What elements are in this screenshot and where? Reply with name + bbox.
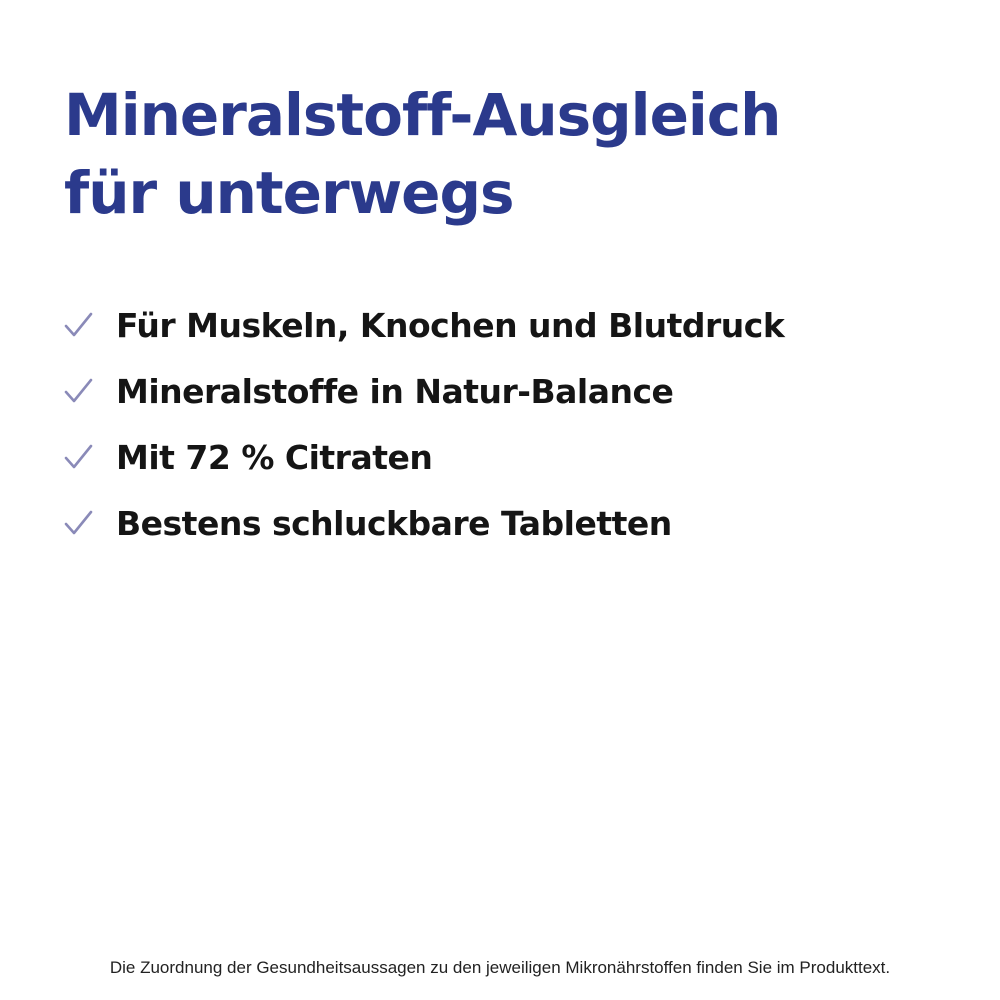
benefit-item — [62, 358, 784, 424]
benefit-label: Für Muskeln, Knochen und Blutdruck — [116, 305, 785, 345]
benefit-label: Mineralstoffe in Natur-Balance — [116, 371, 674, 411]
benefit-label: Bestens schluckbare Tabletten — [116, 503, 672, 543]
benefit-item — [62, 292, 784, 358]
checkmark-icon — [62, 375, 94, 407]
headline-line-1: Mineralstoff-Ausgleich — [64, 81, 781, 149]
benefit-list — [62, 292, 784, 556]
benefit-label: Mit 72 % Citraten — [116, 437, 433, 477]
checkmark-icon — [62, 309, 94, 341]
headline-line-2: für unterwegs — [64, 159, 514, 227]
checkmark-icon — [62, 507, 94, 539]
footnote: Die Zuordnung der Gesundheitsaussagen zu den jeweiligen Mikronährstoffen finden Sie im Produkttext. — [109, 958, 891, 977]
benefit-item — [62, 490, 784, 556]
headline — [64, 76, 780, 232]
checkmark-icon — [62, 441, 94, 473]
benefit-item — [62, 424, 784, 490]
